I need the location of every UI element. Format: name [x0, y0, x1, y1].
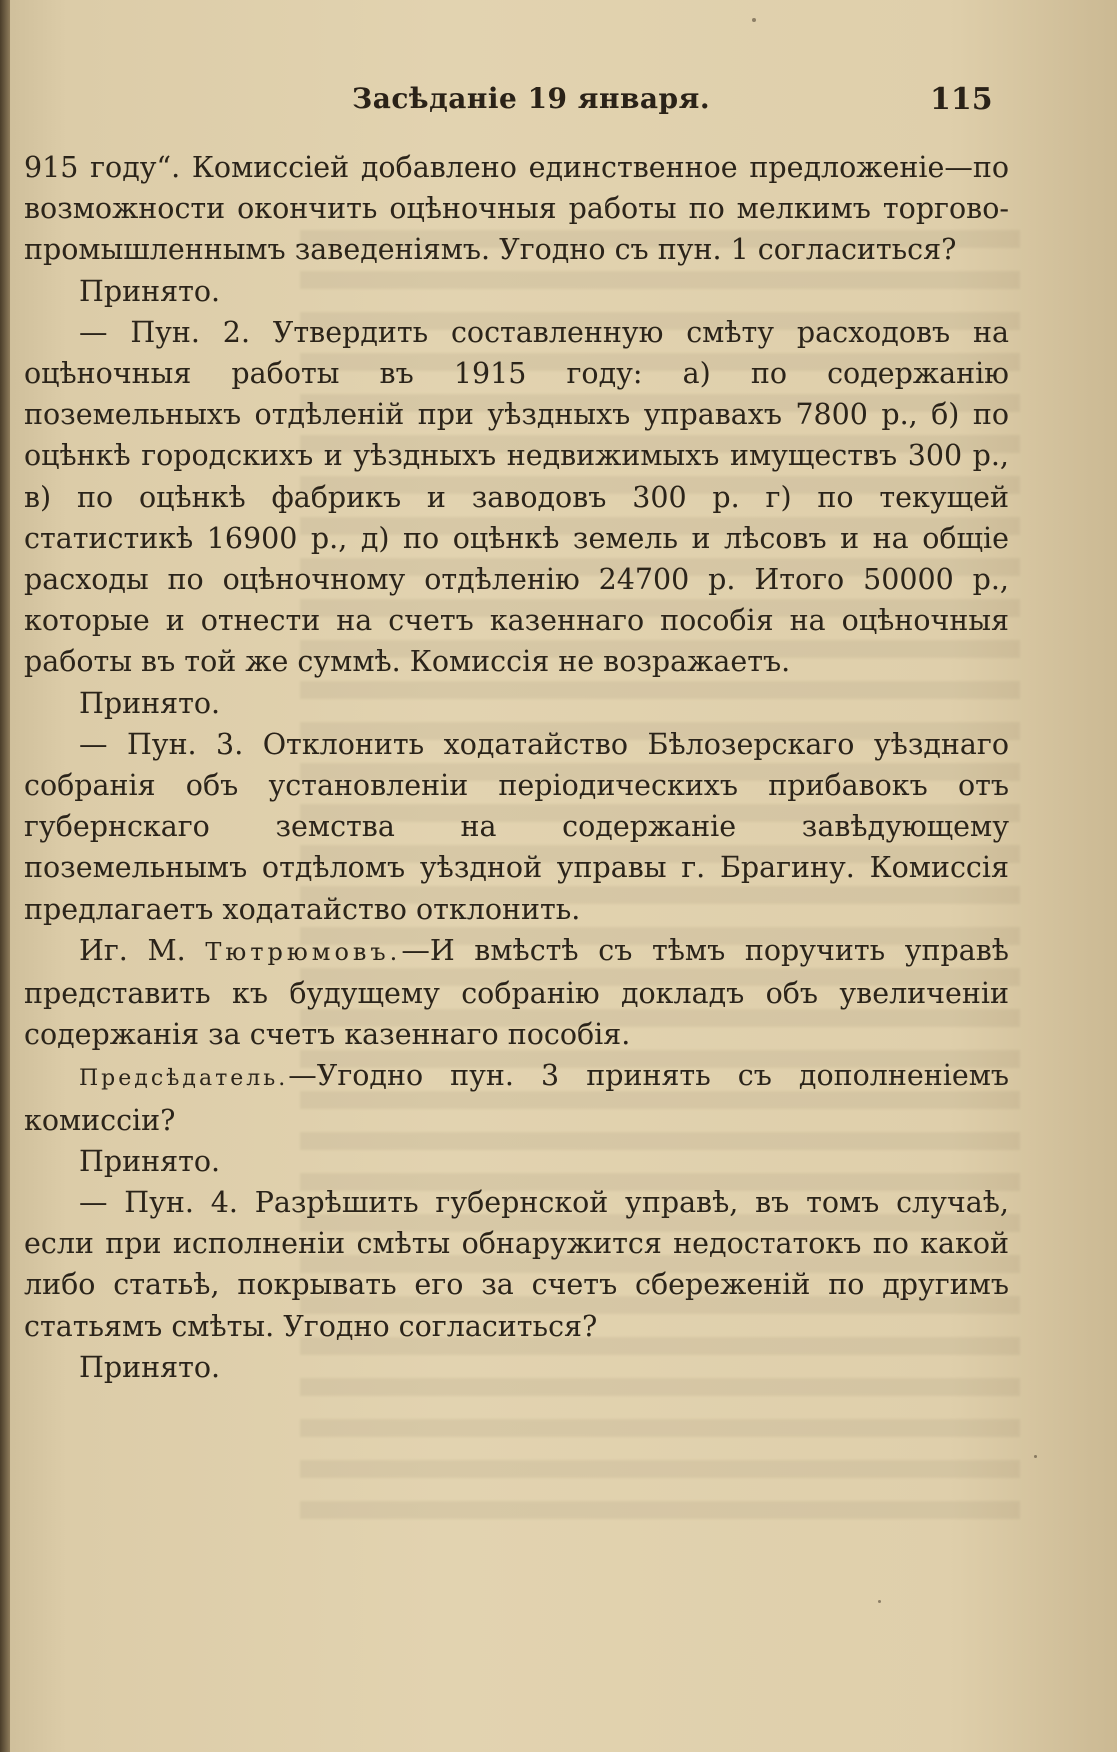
page-binding-edge — [0, 0, 10, 1752]
page-header — [0, 78, 1117, 128]
body-text — [24, 147, 1009, 1388]
speck — [752, 18, 756, 22]
paragraph-accepted-1: Принято. — [79, 274, 221, 308]
paragraph-speech-chairman — [24, 1055, 1009, 1140]
speck — [878, 1600, 881, 1603]
paragraph-1: 915 году“. Комиссіей добавлено единственное предложеніе—по возможности окончить оцѣночныя работы по мелкимъ торгово-промышленнымъ заведеніямъ. Угодно съ пун. 1 согласиться? — [24, 151, 1009, 267]
speech-text: —И вмѣстѣ съ тѣмъ поручить управѣ представить къ будущему собранію докладъ объ увеличеніи содержанія за счетъ казеннаго пособія. — [24, 933, 1009, 1052]
paragraph-item-4: — Пун. 4. Разрѣшить губернской управѣ, въ томъ случаѣ, если при исполненіи смѣты обнаружится недостатокъ по какой либо статьѣ, покрывать его за счетъ сбереженій по другимъ статьямъ смѣты. Угодно согласиться? — [24, 1186, 1009, 1343]
paragraph-item-3: — Пун. 3. Отклонить ходатайство Бѣлозерскаго уѣзднаго собранія объ установленіи періодическихъ прибавокъ отъ губернскаго земства на содержаніе завѣдующему поземельнымъ отдѣломъ уѣздной управы г. Брагину. Комиссія предлагаетъ ходатайство отклонить. — [24, 727, 1009, 926]
speaker-name: Тютрюмовъ. — [205, 937, 402, 966]
speck — [1034, 1455, 1037, 1458]
paragraph-speech-tyutryumov — [24, 930, 1009, 1056]
paragraph-item-2: — Пун. 2. Утвердить составленную смѣту расходовъ на оцѣночныя работы въ 1915 году: а) по содержанію поземельныхъ отдѣленій при уѣздныхъ управахъ 7800 р., б) по оцѣнкѣ городскихъ и уѣздныхъ недвижимыхъ имуществъ 300 р., в) по оцѣнкѣ фабрикъ и заводовъ 300 р. г) по текущей статистикѣ 16900 р., д) по оцѣнкѣ земель и лѣсовъ и на общіе расходы по оцѣночному отдѣленію 24700 р. Итого 50000 р., которые и отнести на счетъ казеннаго пособія на оцѣночныя работы въ той же суммѣ. Комиссія не возражаетъ. — [24, 315, 1009, 679]
paragraph-accepted-4: Принято. — [79, 1350, 221, 1384]
running-title: Засѣданіе 19 января. — [352, 82, 711, 115]
paragraph-accepted-3: Принято. — [79, 1144, 221, 1178]
page-number: 115 — [930, 82, 993, 117]
speaker-prefix: Иг. М. — [79, 933, 206, 967]
speech-text: —Угодно пун. 3 принять съ дополненіемъ комиссіи? — [24, 1059, 1009, 1137]
speaker-name: Предсѣдатель. — [79, 1066, 289, 1092]
paragraph-accepted-2: Принято. — [79, 686, 221, 720]
